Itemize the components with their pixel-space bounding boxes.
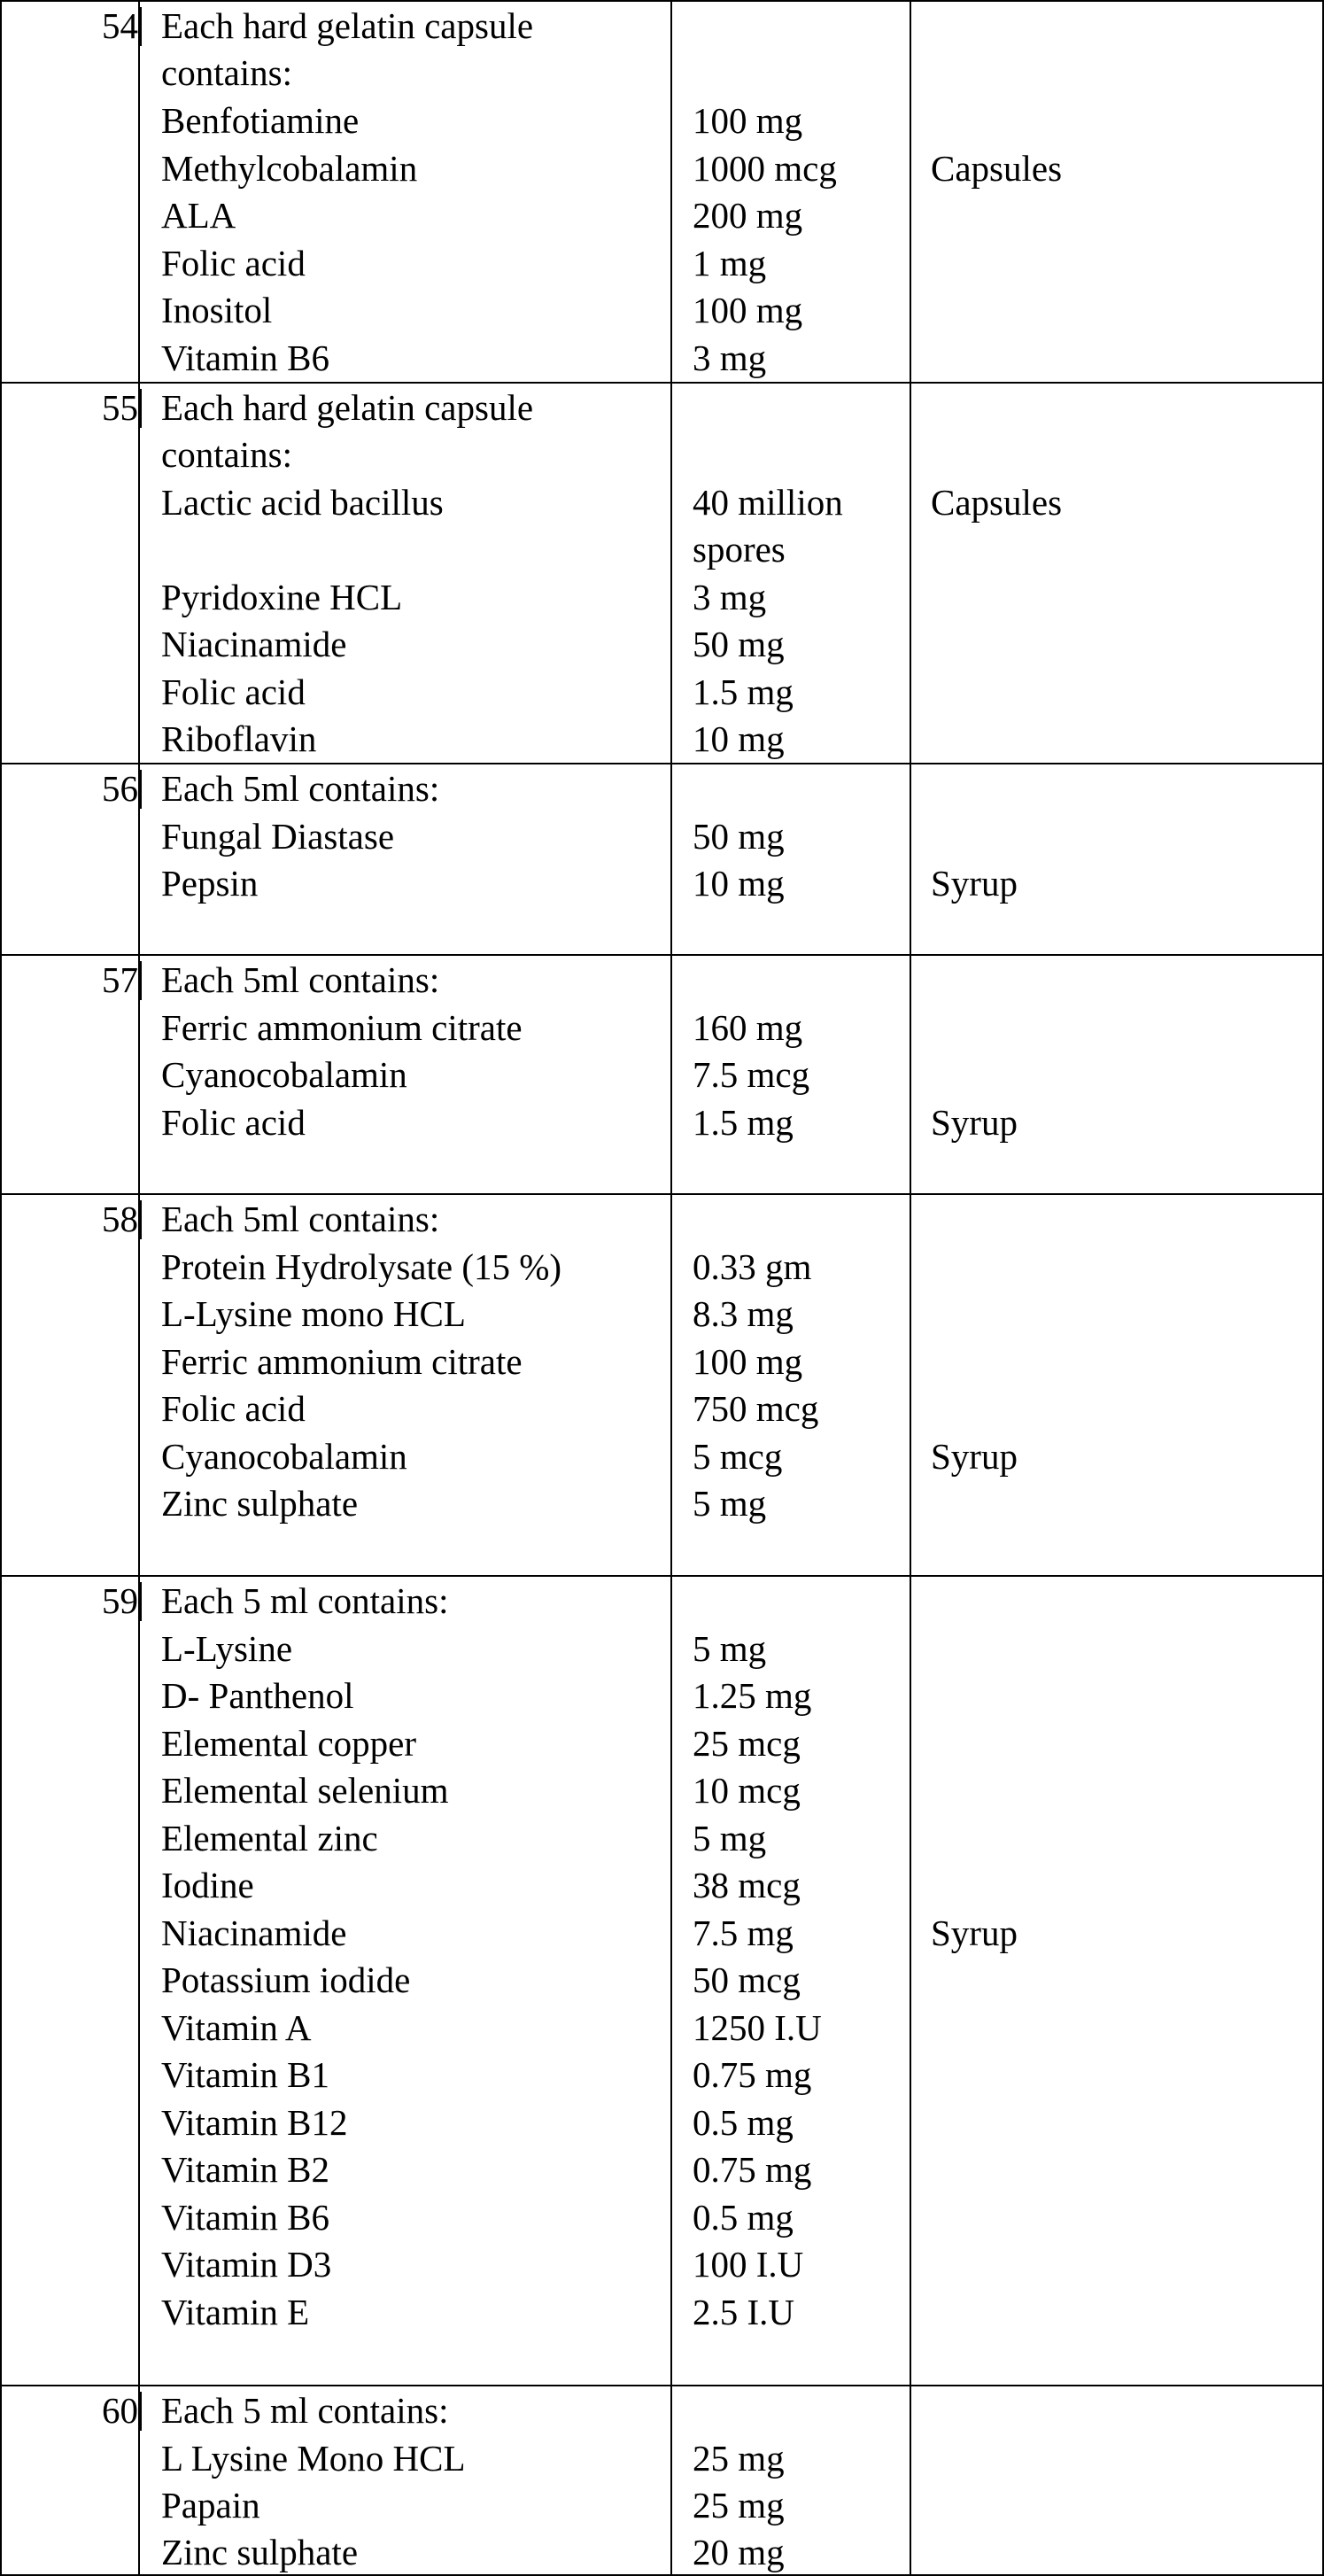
ingredient-name: Vitamin B6 — [161, 338, 330, 378]
ingredient-name: L-Lysine mono HCL — [161, 1293, 466, 1334]
ingredient-name: Riboflavin — [161, 718, 317, 759]
row-number: 59 — [102, 1577, 138, 1625]
ingredient-name: Zinc sulphate — [161, 1483, 359, 1524]
ingredient-dose: 50 mcg — [693, 1959, 801, 2000]
ingredient-name: Benfotiamine — [161, 100, 360, 141]
ingredient-dose: 25 mg — [693, 2438, 785, 2479]
ingredient-dose: 0.33 gm — [693, 1246, 812, 1287]
ingredient-dose: 8.3 mg — [693, 1293, 794, 1334]
ingredient-name: Vitamin B12 — [161, 2102, 348, 2143]
ingredient-name: Fungal Diastase — [161, 816, 395, 857]
ingredient-name: Vitamin A — [161, 2007, 312, 2048]
dosage-form: Capsules — [931, 148, 1063, 189]
ingredient-dose: 1 mg — [693, 243, 767, 283]
ingredient-dose: 1250 I.U — [693, 2007, 822, 2048]
dosage-form: Capsules — [931, 482, 1063, 523]
composition-header: Each 5ml contains: — [161, 959, 440, 1000]
ingredient-name: Potassium iodide — [161, 1959, 411, 2000]
ingredient-dose: 50 mg — [693, 816, 785, 857]
ingredient-name: Lactic acid bacillus — [161, 482, 444, 523]
composition-header: Each 5ml contains: — [161, 1199, 440, 1239]
ingredient-dose: 0.5 mg — [693, 2197, 794, 2238]
ingredient-name: Pyridoxine HCL — [161, 577, 403, 617]
ingredient-name: Protein Hydrolysate (15 %) — [161, 1246, 562, 1287]
ingredient-name: Iodine — [161, 1865, 254, 1905]
ingredient-name: Pepsin — [161, 863, 259, 904]
table-border-left — [0, 0, 2, 2576]
ingredient-name: L Lysine Mono HCL — [161, 2438, 466, 2479]
ingredient-dose: 1.5 mg — [693, 671, 794, 712]
ingredient-name: Niacinamide — [161, 1913, 347, 1953]
ingredient-dose: 5 mg — [693, 1818, 767, 1858]
ingredient-name: Elemental zinc — [161, 1818, 378, 1858]
ingredient-dose: spores — [693, 529, 786, 570]
row-number: 57 — [102, 956, 138, 1004]
ingredient-dose: 25 mg — [693, 2485, 785, 2526]
ingredient-dose: 3 mg — [693, 338, 767, 378]
column-divider-dose — [910, 0, 911, 2576]
ingredient-name: ALA — [161, 195, 236, 236]
ingredient-dose: 160 mg — [693, 1007, 803, 1048]
ingredient-name: Vitamin E — [161, 2292, 310, 2332]
ingredient-dose: 100 I.U — [693, 2244, 804, 2285]
ingredient-dose: 50 mg — [693, 624, 785, 664]
ingredient-dose: 25 mcg — [693, 1723, 801, 1764]
ingredient-name: Niacinamide — [161, 624, 347, 664]
dosage-form: Syrup — [931, 1102, 1018, 1143]
composition-header: Each 5ml contains: — [161, 768, 440, 809]
ingredient-dose: 20 mg — [693, 2532, 785, 2572]
row-number: 58 — [102, 1195, 138, 1243]
composition-header: Each hard gelatin capsule — [161, 5, 534, 46]
composition-header: Each 5 ml contains: — [161, 2390, 449, 2431]
ingredient-dose: 750 mcg — [693, 1388, 819, 1429]
ingredient-name: Papain — [161, 2485, 260, 2526]
dosage-form: Syrup — [931, 1913, 1018, 1953]
ingredient-dose: 100 mg — [693, 100, 803, 141]
ingredient-name: Zinc sulphate — [161, 2532, 359, 2572]
ingredient-dose: 3 mg — [693, 577, 767, 617]
ingredient-name: Elemental selenium — [161, 1770, 449, 1811]
ingredient-dose: 200 mg — [693, 195, 803, 236]
dosage-form: Syrup — [931, 1436, 1018, 1477]
ingredient-dose: 5 mg — [693, 1483, 767, 1524]
ingredient-name: Vitamin B2 — [161, 2149, 330, 2190]
row-number: 56 — [102, 764, 138, 812]
ingredient-name: Ferric ammonium citrate — [161, 1007, 523, 1048]
ingredient-dose: 7.5 mcg — [693, 1054, 810, 1095]
composition-header: contains: — [161, 434, 293, 475]
ingredient-dose: 10 mcg — [693, 1770, 801, 1811]
ingredient-name: Folic acid — [161, 1102, 306, 1143]
ingredient-dose: 0.75 mg — [693, 2054, 812, 2095]
ingredient-dose: 0.5 mg — [693, 2102, 794, 2143]
ingredient-dose: 10 mg — [693, 863, 785, 904]
ingredient-name: Cyanocobalamin — [161, 1054, 407, 1095]
ingredient-dose: 40 million — [693, 482, 843, 523]
row-number: 54 — [102, 2, 138, 50]
ingredient-name: Vitamin D3 — [161, 2244, 332, 2285]
composition-header: Each hard gelatin capsule — [161, 387, 534, 428]
ingredient-name: Methylcobalamin — [161, 148, 418, 189]
ingredient-dose: 10 mg — [693, 718, 785, 759]
ingredient-dose: 5 mg — [693, 1628, 767, 1669]
ingredient-dose: 7.5 mg — [693, 1913, 794, 1953]
ingredient-dose: 1000 mcg — [693, 148, 837, 189]
ingredient-name: Vitamin B1 — [161, 2054, 330, 2095]
ingredient-dose: 100 mg — [693, 1341, 803, 1382]
ingredient-name: Elemental copper — [161, 1723, 417, 1764]
ingredient-dose: 0.75 mg — [693, 2149, 812, 2190]
ingredient-name: Inositol — [161, 290, 273, 330]
ingredient-name: Folic acid — [161, 1388, 306, 1429]
dosage-form: Syrup — [931, 863, 1018, 904]
column-divider-composition — [670, 0, 672, 2576]
ingredient-name: Folic acid — [161, 243, 306, 283]
composition-header: Each 5 ml contains: — [161, 1580, 449, 1621]
ingredient-dose: 5 mcg — [693, 1436, 783, 1477]
row-number: 60 — [102, 2386, 138, 2434]
ingredient-name: Cyanocobalamin — [161, 1436, 407, 1477]
ingredient-name: D- Panthenol — [161, 1675, 354, 1716]
row-number: 55 — [102, 384, 138, 431]
column-divider-number — [138, 0, 140, 2576]
ingredient-dose: 1.25 mg — [693, 1675, 812, 1716]
ingredient-name: L-Lysine — [161, 1628, 293, 1669]
composition-header: contains: — [161, 52, 293, 93]
ingredient-dose: 100 mg — [693, 290, 803, 330]
ingredient-name: Vitamin B6 — [161, 2197, 330, 2238]
ingredient-dose: 38 mcg — [693, 1865, 801, 1905]
ingredient-dose: 1.5 mg — [693, 1102, 794, 1143]
ingredient-name: Ferric ammonium citrate — [161, 1341, 523, 1382]
ingredient-dose: 2.5 I.U — [693, 2292, 795, 2332]
ingredient-name: Folic acid — [161, 671, 306, 712]
